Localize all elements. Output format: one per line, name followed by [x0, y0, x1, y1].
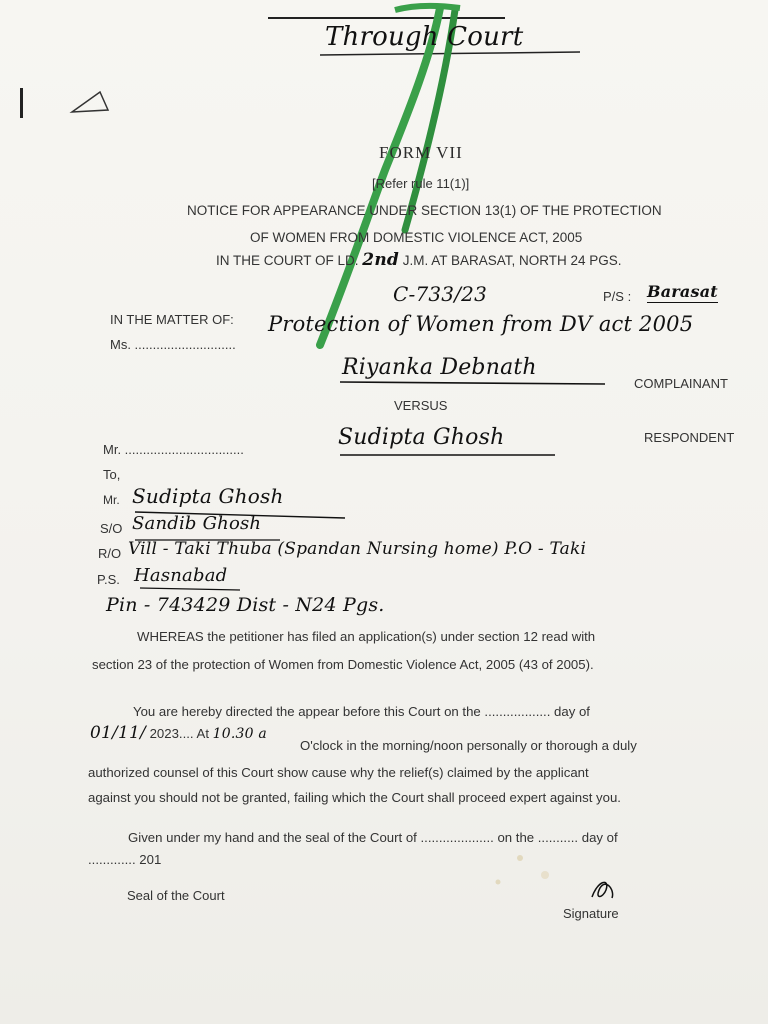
notice-line-1: NOTICE FOR APPEARANCE UNDER SECTION 13(1) OF THE PROTECTION — [187, 203, 662, 218]
para2-year: 2023.... At — [149, 726, 209, 741]
addr-so-value: Sandib Ghosh — [132, 513, 262, 534]
addr-pin-value: Pin - 743429 Dist - N24 Pgs. — [106, 594, 385, 616]
para2-date-hand: 01/11/ — [90, 723, 146, 743]
green-ribbon-knot — [395, 6, 460, 10]
form-title: FORM VII — [379, 143, 463, 162]
para2-line2 — [90, 723, 267, 743]
matter-label: IN THE MATTER OF: — [110, 312, 234, 327]
addr-ro-value: Vill - Taki Thuba (Spandan Nursing home) P.O - Taki — [128, 539, 587, 559]
case-ps-label: P/S : — [603, 289, 632, 304]
addr-mr-value: Sudipta Ghosh — [132, 484, 284, 508]
para1-line2: section 23 of the protection of Women from Domestic Violence Act, 2005 (43 of 2005). — [92, 657, 594, 672]
addr-so-label: S/O — [100, 521, 123, 536]
court-line — [216, 250, 622, 270]
complainant-name: Riyanka Debnath — [342, 355, 537, 380]
addr-ps-label: P.S. — [97, 572, 120, 587]
form-rule: [Refer rule 11(1)] — [372, 176, 470, 191]
case-ps-value: Barasat — [647, 282, 718, 301]
respondent-role: RESPONDENT — [644, 430, 735, 445]
para1-line1: WHEREAS the petitioner has filed an application(s) under section 12 read with — [137, 629, 596, 644]
complainant-underline — [340, 382, 605, 384]
court-line-suffix: J.M. AT BARASAT, NORTH 24 PGS. — [402, 253, 622, 268]
signature-scribble — [592, 882, 613, 898]
addr-to: To, — [103, 467, 121, 482]
versus-label: VERSUS — [394, 398, 448, 413]
para2-line1: You are hereby directed the appear before this Court on the .................. day of — [133, 704, 590, 719]
margin-mark — [20, 88, 23, 118]
court-line-prefix: IN THE COURT OF LD. — [216, 253, 359, 268]
addr-ro-label: R/O — [98, 546, 122, 561]
para2-line4: against you should not be granted, failing which the Court shall proceed expert against you. — [88, 790, 621, 805]
seal-of-court: Seal of the Court — [127, 888, 225, 903]
para2-time-hand: 10.30 a — [212, 726, 267, 742]
respondent-name: Sudipta Ghosh — [338, 425, 505, 450]
court-line-hand: 2nd — [362, 250, 399, 270]
addr-ps-value: Hasnabad — [134, 565, 228, 586]
mr-label: Mr. ................................. — [103, 442, 244, 457]
para3-line2: ............. 201 — [88, 852, 162, 867]
para2-line3: authorized counsel of this Court show cause why the relief(s) claimed by the applicant — [88, 765, 589, 780]
complainant-role: COMPLAINANT — [634, 376, 728, 391]
matter-subject: Protection of Women from DV act 2005 — [268, 312, 694, 336]
case-number: C-733/23 — [393, 282, 488, 306]
notice-line-2: OF WOMEN FROM DOMESTIC VIOLENCE ACT, 2005 — [250, 230, 583, 245]
para3-line1: Given under my hand and the seal of the Court of .................... on the ........... day of — [128, 830, 618, 845]
addr-mr-label: Mr. — [103, 493, 120, 507]
signature-label: Signature — [563, 906, 619, 921]
ms-label: Ms. ............................ — [110, 337, 236, 352]
triangle-mark — [72, 92, 108, 112]
addr-ps-underline — [140, 588, 240, 590]
handwritten-title: Through Court — [325, 22, 524, 52]
para2-line2-rest: O'clock in the morning/noon personally or thorough a duly — [300, 738, 637, 753]
